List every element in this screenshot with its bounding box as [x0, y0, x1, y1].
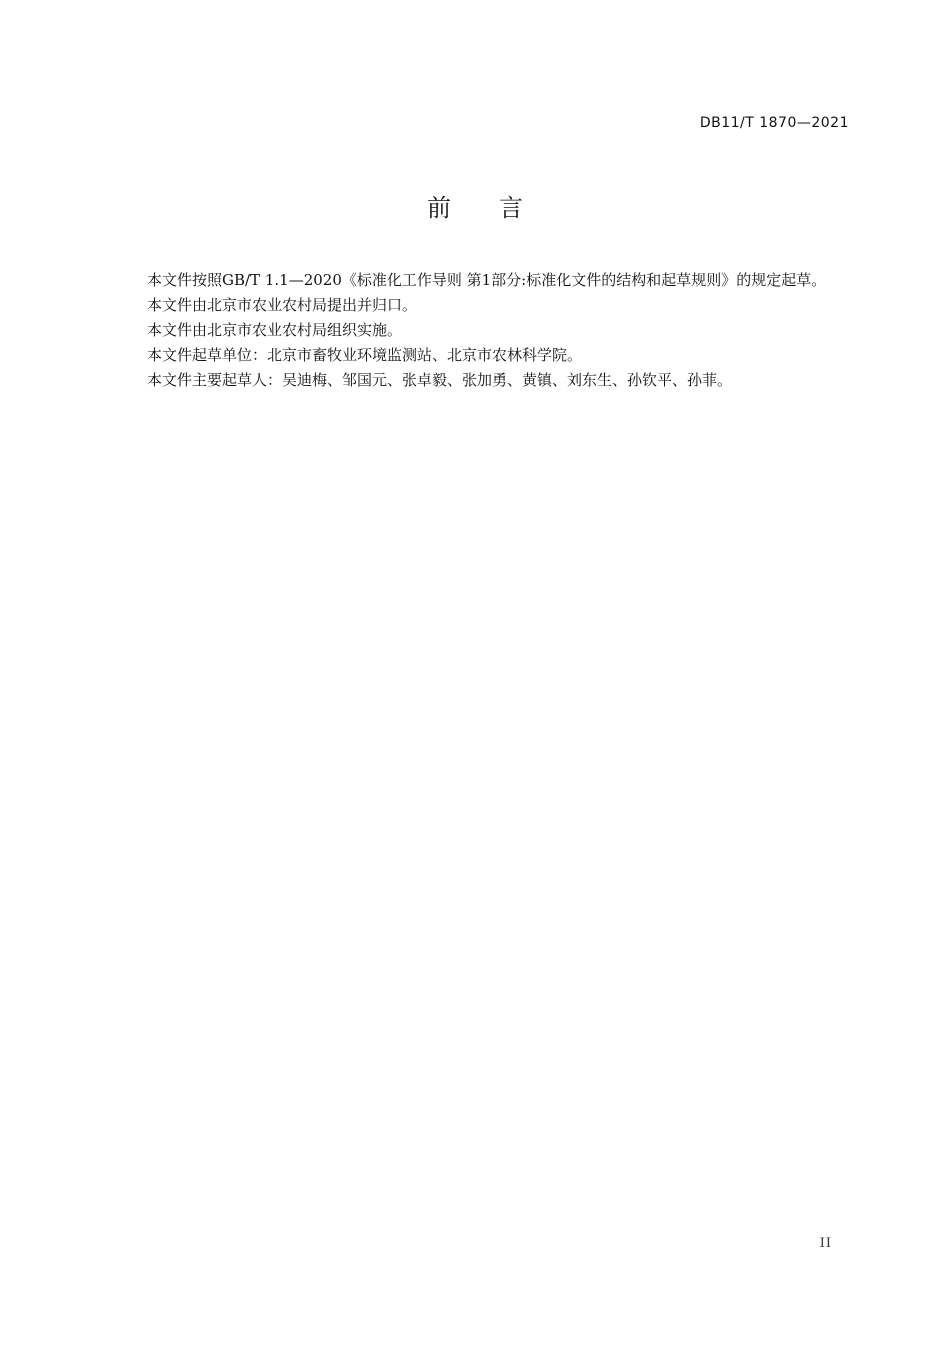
preface-body: [113, 268, 851, 393]
paragraph-drafting-rule: 本文件按照GB/T 1.1—2020《标准化工作导则 第1部分:标准化文件的结构和起草规则》的规定起草。: [147, 271, 827, 289]
paragraph-drafters: 本文件主要起草人：吴迪梅、邹国元、张卓毅、张加勇、黄镇、刘东生、孙钦平、孙菲。: [147, 371, 733, 389]
page-title: 前言: [427, 194, 571, 222]
paragraph-drafting-units: 本文件起草单位：北京市畜牧业环境监测站、北京市农林科学院。: [147, 346, 583, 364]
document-code: DB11/T 1870—2021: [699, 115, 849, 131]
paragraph-implementer: 本文件由北京市农业农村局组织实施。: [147, 321, 403, 339]
paragraph-proposer: 本文件由北京市农业农村局提出并归口。: [147, 296, 418, 314]
page-number: II: [819, 1236, 832, 1251]
